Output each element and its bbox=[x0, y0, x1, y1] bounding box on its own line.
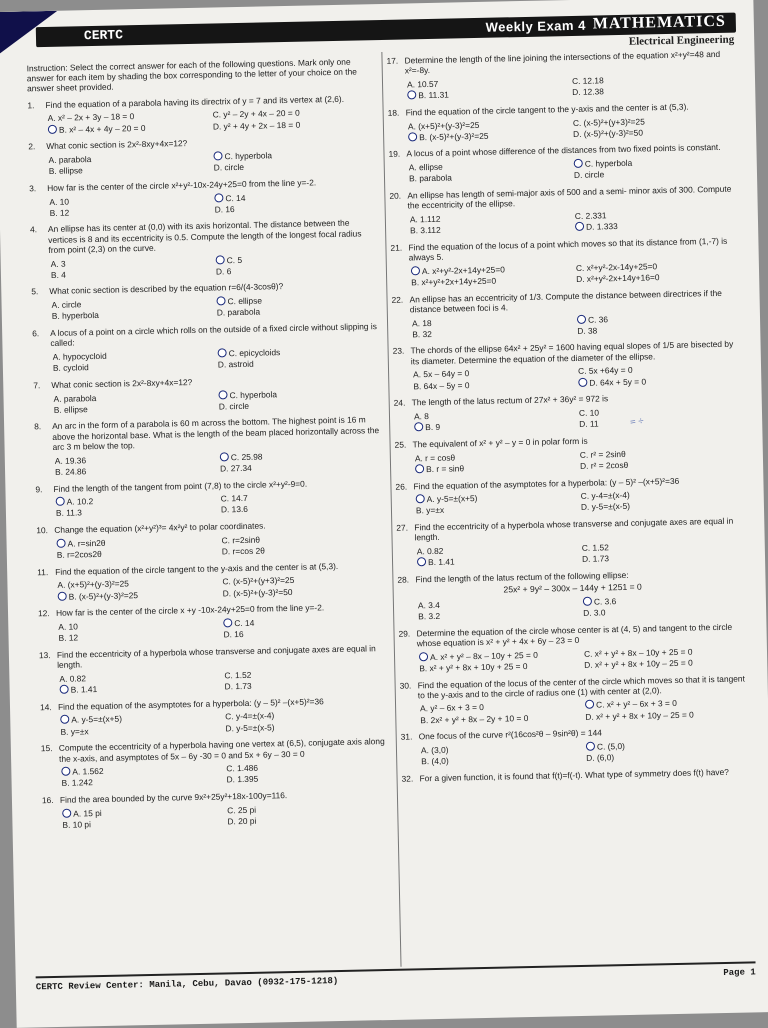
question-text: How far is the center of the circle x²+y²-10x-24y+25=0 from the line y=-2. bbox=[47, 177, 317, 193]
question-text: An ellipse has length of semi-major axis of 500 and a semi- minor axis of 300. Compute the eccentricity of the ellipse. bbox=[407, 183, 732, 211]
answer-option: C. y² – 2y + 4x – 20 = 0 bbox=[212, 108, 300, 120]
answer-option: B. 4 bbox=[50, 269, 66, 280]
answer-option: C. y-4=±(x-4) bbox=[580, 490, 630, 502]
question-text: Compute the eccentricity of a hyperbola having one vertex at (6,5), conjugate axis along the x-axis, and asymptotes of 5x – 6y -30 = 0 and 5x + 6y – 30 = 0 bbox=[58, 736, 385, 764]
question-item bbox=[401, 725, 752, 768]
question-number: 27. bbox=[396, 522, 409, 533]
question-text: Find the eccentricity of a hyperbola whose transverse and conjugate axes are equal in length. bbox=[56, 643, 376, 671]
answer-option: C. (x-5)²+(y+3)²=25 bbox=[572, 115, 645, 128]
answer-option: C. 1.52 bbox=[581, 542, 609, 553]
answer-option-marked: B. (x-5)²+(y-3)²=25 bbox=[58, 588, 223, 603]
answer-option: D. circle bbox=[218, 400, 250, 412]
answer-option: D. 27.34 bbox=[219, 462, 252, 474]
question-text: What conic section is 2x²-8xy+4x=12? bbox=[51, 376, 193, 390]
answer-option: A. 10 bbox=[58, 621, 78, 632]
answer-options bbox=[39, 666, 389, 696]
answer-option: B. ellipse bbox=[53, 403, 88, 415]
question-text: A locus of a point whose difference of the distances from two fixed points is constant. bbox=[406, 142, 721, 159]
question-number: 28. bbox=[397, 574, 410, 585]
question-item bbox=[28, 134, 379, 177]
answer-option: B. ellipse bbox=[48, 165, 83, 177]
answer-option: B. 3.112 bbox=[410, 224, 441, 236]
answer-option-marked: C. 3.6 bbox=[583, 593, 748, 608]
question-number: 5. bbox=[31, 286, 39, 297]
answer-option: A. 0.82 bbox=[59, 673, 87, 684]
answer-option: A. parabola bbox=[53, 392, 97, 404]
answer-option: C. 12.18 bbox=[571, 75, 604, 86]
answer-option-marked: C. 5 bbox=[216, 251, 381, 266]
answer-option: D. astroid bbox=[217, 358, 254, 370]
answer-option: A. 3 bbox=[50, 258, 66, 269]
question-text: The chords of the ellipse 64x² + 25y² = 1600 having equal slopes of 1/5 are bisected by its diameter. Determine the equation of the diameter of the ellipse. bbox=[410, 339, 734, 367]
discipline-label: Electrical Engineering bbox=[628, 33, 735, 48]
answer-option-marked: C. 14 bbox=[214, 189, 379, 204]
question-number: 10. bbox=[36, 525, 49, 536]
answer-option: B. y=±x bbox=[415, 505, 445, 516]
question-text: An ellipse has an eccentricity of 1/3. Compute the distance between directrices if the distance between foci is 4. bbox=[409, 287, 722, 315]
answer-options bbox=[396, 487, 746, 517]
answer-option-marked: C. 14 bbox=[223, 614, 388, 629]
answer-option: B. 2x² + y² + 8x – 2y + 10 = 0 bbox=[420, 712, 529, 725]
question-number: 30. bbox=[399, 680, 412, 691]
question-stem bbox=[34, 414, 385, 452]
answer-option: B. hyperbola bbox=[51, 310, 99, 322]
question-item bbox=[31, 279, 382, 322]
question-stem bbox=[401, 766, 751, 784]
answer-option: B. 10 pi bbox=[62, 819, 91, 830]
answer-option: D. 16 bbox=[223, 629, 244, 640]
question-text: For a given function, it is found that f(t)=f(-t). What type of symmetry does f(t) have? bbox=[419, 766, 729, 784]
question-text: Find the equation of the locus of the center of the circle which moves so that it is tangent to the y-axis and to the circle of radius one (1) with center at (2,0). bbox=[417, 673, 745, 701]
question-text: An arc in the form of a parabola is 60 m across the bottom. The highest point is 16 m above the horizontal base. What is the length of the beam placed horizontally across the arc 3 m below the top. bbox=[52, 414, 380, 452]
subject-title: MATHEMATICS bbox=[592, 12, 726, 33]
question-item bbox=[397, 567, 748, 622]
question-item bbox=[40, 695, 391, 738]
question-number: 29. bbox=[398, 628, 411, 639]
answer-option: D. x²+y²-2x+14y+16=0 bbox=[576, 272, 660, 284]
answer-option: C. 1.486 bbox=[226, 762, 259, 774]
question-stem bbox=[30, 217, 381, 255]
answer-options bbox=[398, 593, 748, 623]
question-item bbox=[35, 476, 386, 519]
question-text: An ellipse has its center at (0,0) with its axis horizontal. The distance between the vertices is 8 and its eccentricity is 0.5. Compute the length of the longest focal radius from point (2,3) on the curve. bbox=[47, 218, 362, 255]
answer-option-marked: B. x² – 4x + 4y – 20 = 0 bbox=[48, 121, 213, 136]
answer-option: D. y-5=±(x-5) bbox=[225, 722, 275, 734]
answer-option: B. x² + y² + 8x + 10y + 25 = 0 bbox=[419, 660, 528, 674]
answer-option: D. r² = 2cosθ bbox=[579, 459, 629, 471]
question-number: 7. bbox=[33, 380, 41, 391]
question-item bbox=[33, 373, 384, 416]
answer-option-marked: B. 1.41 bbox=[60, 681, 225, 696]
answer-option: A. r = cosθ bbox=[414, 452, 456, 463]
question-number: 20. bbox=[389, 190, 402, 201]
question-number: 31. bbox=[400, 731, 413, 743]
answer-options bbox=[394, 404, 744, 434]
answer-option: B. 12 bbox=[49, 207, 70, 218]
answer-option: D. 1.73 bbox=[581, 553, 610, 565]
answer-option-marked: C. 36 bbox=[577, 311, 742, 326]
question-item bbox=[396, 516, 747, 569]
answer-option: A. ellipse bbox=[408, 161, 443, 173]
answer-option-marked: A. r=sin2θ bbox=[56, 535, 221, 550]
answer-option-marked: C. (5,0) bbox=[586, 738, 751, 753]
question-item bbox=[37, 560, 388, 603]
answer-option: A. 5x – 64y = 0 bbox=[413, 368, 470, 380]
answer-option: D. 20 pi bbox=[227, 815, 257, 827]
question-item bbox=[29, 176, 380, 219]
answer-options bbox=[38, 614, 388, 644]
answer-option: B. r=2cos2θ bbox=[56, 548, 102, 560]
answer-option: B. (4,0) bbox=[421, 755, 449, 767]
answer-option-marked: C. hyperbola bbox=[574, 155, 739, 170]
question-number: 9. bbox=[35, 483, 43, 494]
answer-option: A. 8 bbox=[413, 411, 430, 422]
question-item bbox=[30, 217, 381, 280]
answer-option: D. 13.6 bbox=[220, 504, 249, 515]
answer-option-marked: D. 64x + 5y = 0 bbox=[578, 374, 743, 389]
answer-options bbox=[40, 708, 390, 738]
answer-option: C. 10 bbox=[578, 407, 600, 418]
answer-option-marked: B. 11.31 bbox=[407, 87, 572, 102]
answer-option-marked: B. 9 bbox=[414, 419, 579, 434]
answer-option: D. 12.38 bbox=[572, 86, 605, 98]
answer-option: B. 11.3 bbox=[55, 507, 82, 519]
answer-option: C. r=2sinθ bbox=[221, 534, 261, 546]
answer-option-marked: A. 15 pi bbox=[62, 805, 227, 820]
question-text: A locus of a point on a circle which rolls on the outside of a fixed circle without slipping is called: bbox=[50, 321, 378, 349]
answer-options bbox=[42, 801, 392, 831]
question-item bbox=[36, 518, 387, 561]
question-number: 21. bbox=[390, 242, 403, 253]
answer-option-marked: C. hyperbola bbox=[218, 386, 383, 401]
answer-option: D. (x-5)²+(y-3)²=50 bbox=[222, 586, 293, 599]
answer-options bbox=[397, 539, 747, 569]
answer-option: C. x² + y² + 8x – 10y + 25 = 0 bbox=[583, 646, 693, 659]
answer-option-marked: A. 1.562 bbox=[61, 763, 226, 778]
question-text: Find the equation of the asymptotes for a hyperbola: (y – 5)² –(x+5)²=36 bbox=[57, 696, 324, 712]
answer-option-marked: B. 1.41 bbox=[417, 554, 582, 569]
answer-option: C. r² = 2sinθ bbox=[579, 448, 626, 460]
instructions: Instruction: Select the correct answer for each of the following questions. Mark only one answer for each item by shading the box corresponding to the letter of your choice on the answer sheet provided. bbox=[26, 56, 357, 94]
answer-option: A. 1.112 bbox=[409, 213, 441, 225]
answer-option: C. 25 pi bbox=[227, 804, 257, 816]
question-number: 16. bbox=[41, 795, 54, 806]
answer-option: A. (3,0) bbox=[420, 744, 449, 756]
answer-option-marked: B. r = sinθ bbox=[415, 460, 580, 475]
question-text: Find the equation of the locus of a point which moves so that its distance from (1,-7) is always 5. bbox=[408, 235, 728, 263]
answer-options bbox=[400, 696, 750, 726]
answer-option-marked: A. x²+y²-2x+14y+25=0 bbox=[411, 262, 576, 277]
pencil-scribble: = ÷ bbox=[629, 415, 645, 429]
question-item bbox=[32, 321, 383, 374]
answer-option-marked: A. x² + y² – 8x – 10y + 25 = 0 bbox=[419, 648, 584, 663]
question-formula: 25x² + 9y² – 300x – 144y + 1251 = 0 bbox=[503, 581, 642, 595]
brand-label: CERTC bbox=[83, 27, 124, 44]
answer-option: C. y-4=±(x-4) bbox=[225, 710, 275, 722]
answer-option: A. circle bbox=[51, 299, 82, 311]
question-text: Find the length of the latus rectum of the following ellipse: bbox=[415, 569, 629, 585]
answer-option: D. parabola bbox=[216, 306, 261, 318]
left-column bbox=[27, 56, 393, 837]
answer-option: D. y-5=±(x-5) bbox=[580, 501, 631, 513]
answer-options bbox=[389, 155, 739, 185]
question-text: The length of the latus rectum of 27x² + 36y² = 972 is bbox=[411, 393, 609, 408]
question-item bbox=[394, 432, 745, 475]
answer-option: D. 38 bbox=[577, 325, 598, 336]
answer-options bbox=[388, 114, 738, 144]
answer-options bbox=[391, 259, 741, 289]
answer-option: A. 3.4 bbox=[417, 599, 440, 611]
answer-option: D. (x-5)²+(y-3)²=50 bbox=[573, 127, 644, 139]
answer-options bbox=[387, 72, 737, 102]
answer-options bbox=[31, 293, 381, 323]
answer-option: D. r=cos 2θ bbox=[221, 545, 265, 557]
page-number: Page 1 bbox=[723, 967, 756, 979]
answer-option: A. parabola bbox=[48, 153, 92, 165]
question-item bbox=[389, 184, 740, 237]
question-item bbox=[38, 601, 389, 644]
question-text: Find the area bounded by the curve 9x²+25y²+18x-100y=116. bbox=[59, 790, 288, 806]
answer-option: C. 2.331 bbox=[574, 210, 607, 221]
answer-options bbox=[392, 311, 742, 341]
footer-contact: CERTC Review Center: Manila, Cebu, Davao (0932-175-1218) bbox=[35, 976, 339, 993]
question-item bbox=[390, 235, 741, 288]
answer-options bbox=[33, 386, 383, 416]
question-number: 6. bbox=[32, 328, 40, 339]
answer-option: C. (x-5)²+(y+3)²=25 bbox=[222, 575, 295, 587]
question-text: Find the length of the tangent from point (7,8) to the circle x²+y²-9=0. bbox=[53, 478, 308, 494]
question-text: Find the equation of a parabola having its directrix of y = 7 and its vertex at (2,6). bbox=[45, 93, 345, 110]
answer-option-marked: C. epicycloids bbox=[218, 344, 383, 359]
answer-option: D. 6 bbox=[215, 265, 232, 277]
question-number: 22. bbox=[391, 294, 404, 305]
answer-option: B. y=±x bbox=[60, 725, 89, 737]
answer-option: B. parabola bbox=[408, 172, 452, 184]
question-text: Find the equation of the circle tangent to the y-axis and the center is at (5,3). bbox=[55, 560, 339, 577]
question-item bbox=[400, 673, 751, 726]
answer-options bbox=[399, 645, 749, 675]
exam-week-label: Weekly Exam 4 bbox=[485, 17, 587, 35]
answer-option-marked: A. y-5=±(x+5) bbox=[416, 491, 581, 506]
answer-option: A. 18 bbox=[411, 317, 432, 328]
answer-options bbox=[395, 446, 745, 476]
answer-option-marked: A. 10.2 bbox=[56, 493, 221, 508]
answer-options bbox=[390, 207, 740, 237]
answer-option: B. cycloid bbox=[52, 362, 89, 374]
question-number: 23. bbox=[392, 346, 405, 357]
question-number: 17. bbox=[386, 55, 399, 66]
answer-option: D. (6,0) bbox=[586, 752, 615, 764]
question-item bbox=[391, 287, 742, 340]
question-text: One focus of the curve r²(16cos²θ – 9sin²θ) = 144 bbox=[418, 727, 602, 742]
answer-option: B. 64x – 5y = 0 bbox=[413, 379, 470, 391]
question-text: Change the equation (x²+y²)³= 4x²y² to polar coordinates. bbox=[54, 520, 266, 536]
answer-options bbox=[36, 490, 386, 520]
answer-options bbox=[41, 760, 391, 790]
question-text: Find the equation of the asymptotes for a hyperbola: (y – 5)² –(x+5)²=36 bbox=[413, 475, 680, 491]
question-number: 15. bbox=[40, 743, 53, 754]
answer-options bbox=[28, 106, 378, 136]
answer-option: D. y² + 4y + 2x – 18 = 0 bbox=[212, 119, 301, 132]
answer-option-marked: A. y-5=±(x+5) bbox=[60, 711, 225, 726]
answer-option: B. 24.86 bbox=[54, 466, 87, 477]
question-item bbox=[388, 100, 739, 143]
answer-option: A. hypocycloid bbox=[52, 350, 107, 362]
answer-option: B. x²+y²+2x+14y+25=0 bbox=[411, 275, 497, 288]
question-number: 4. bbox=[29, 224, 38, 235]
answer-option-marked: C. ellipse bbox=[216, 293, 381, 308]
answer-option: D. x² + y² + 8x + 10y – 25 = 0 bbox=[584, 657, 693, 670]
question-item bbox=[393, 339, 744, 392]
answer-options bbox=[37, 573, 387, 603]
answer-options bbox=[29, 189, 379, 219]
question-number: 19. bbox=[388, 149, 401, 160]
answer-options bbox=[28, 147, 378, 177]
question-text: What conic section is described by the equation r=6/(4-3cosθ)? bbox=[49, 281, 284, 297]
answer-option: B. 12 bbox=[58, 632, 79, 644]
question-number: 13. bbox=[38, 649, 51, 661]
answer-option: A. y² – 6x + 3 = 0 bbox=[420, 702, 485, 714]
answer-option: A. 19.36 bbox=[54, 454, 87, 466]
answer-option: A. (x+5)²+(y-3)²=25 bbox=[57, 578, 130, 591]
answer-option: C. x²+y²-2x-14y+25=0 bbox=[575, 260, 658, 273]
answer-option: D. 11 bbox=[579, 418, 599, 430]
question-text: What conic section is 2x²-8xy+4x=12? bbox=[46, 138, 188, 152]
answer-option: D. circle bbox=[213, 162, 245, 173]
answer-option-marked: D. 1.333 bbox=[575, 218, 740, 233]
question-item bbox=[398, 621, 749, 674]
answer-option: C. 14.7 bbox=[220, 493, 248, 504]
question-item bbox=[34, 414, 385, 477]
question-text: Determine the equation of the circle whose center is at (4, 5) and tangent to the circle whose equation is x² + y² + 4x + 6y – 23 = 0 bbox=[416, 621, 733, 649]
question-item bbox=[386, 49, 737, 102]
answer-option-marked: C. hyperbola bbox=[213, 147, 378, 162]
answer-option-marked: C. 25.98 bbox=[220, 448, 385, 463]
answer-options bbox=[31, 251, 381, 281]
question-number: 1. bbox=[27, 99, 35, 111]
question-number: 25. bbox=[394, 439, 407, 450]
question-text: The equivalent of x² + y² – y = 0 in polar form is bbox=[412, 435, 588, 450]
answer-option: C. 1.52 bbox=[224, 669, 252, 681]
answer-option-marked: C. x² + y² – 6x + 3 = 0 bbox=[585, 696, 750, 711]
question-number: 14. bbox=[39, 701, 52, 713]
answer-option: D. x² + y² + 8x + 10y – 25 = 0 bbox=[585, 709, 694, 722]
question-text: Find the eccentricity of a hyperbola whose transverse and conjugate axes are equal in length. bbox=[414, 515, 734, 543]
question-number: 12. bbox=[37, 608, 50, 619]
answer-option: A. x² – 2x + 3y – 18 = 0 bbox=[47, 111, 135, 124]
question-item bbox=[42, 788, 393, 831]
question-text: Find the equation of the circle tangent to the y-axis and the center is at (5,3). bbox=[405, 101, 689, 118]
answer-option: D. circle bbox=[573, 169, 605, 181]
answer-option: A. 10 bbox=[49, 196, 70, 207]
question-number: 3. bbox=[29, 183, 37, 194]
answer-option: D. 1.395 bbox=[226, 774, 259, 785]
question-number: 24. bbox=[393, 397, 406, 409]
question-item bbox=[395, 474, 746, 517]
answer-option: D. 3.0 bbox=[583, 607, 606, 618]
question-item bbox=[388, 142, 739, 185]
answer-options bbox=[35, 448, 385, 478]
question-item bbox=[39, 643, 390, 696]
answer-option: D. 1.73 bbox=[224, 680, 252, 692]
question-number: 11. bbox=[37, 566, 49, 578]
answer-option: B. 3.2 bbox=[418, 610, 441, 622]
answer-option: B. 32 bbox=[412, 328, 432, 340]
question-number: 18. bbox=[387, 107, 400, 118]
question-text: Determine the length of the line joining the intersections of the equation x²+y²=48 and x²=-8y. bbox=[404, 48, 721, 76]
answer-option: B. 1.242 bbox=[61, 777, 93, 789]
answer-options bbox=[401, 738, 751, 768]
answer-option-marked: B. (x-5)²+(y-3)²=25 bbox=[408, 128, 573, 143]
question-number: 26. bbox=[395, 481, 408, 492]
answer-option: A. 0.82 bbox=[416, 545, 444, 557]
question-item bbox=[41, 736, 392, 789]
answer-options bbox=[33, 344, 383, 374]
answer-option: C. 5x +64y = 0 bbox=[577, 365, 633, 377]
question-number: 2. bbox=[28, 141, 36, 152]
answer-option: A. (x+5)²+(y-3)²=25 bbox=[407, 119, 480, 131]
question-item bbox=[401, 766, 751, 784]
question-number: 8. bbox=[34, 421, 42, 432]
question-number: 32. bbox=[401, 773, 414, 784]
right-column bbox=[386, 49, 751, 790]
question-item bbox=[27, 93, 378, 136]
question-item bbox=[394, 391, 745, 434]
answer-option: A. 10.57 bbox=[406, 78, 439, 90]
page-footer bbox=[36, 961, 756, 992]
answer-options bbox=[36, 531, 386, 561]
question-text: How far is the center of the circle x +y -10x-24y+25=0 from the line y=-2. bbox=[55, 602, 325, 619]
answer-option: D. 16 bbox=[214, 203, 235, 215]
answer-options bbox=[393, 362, 743, 392]
